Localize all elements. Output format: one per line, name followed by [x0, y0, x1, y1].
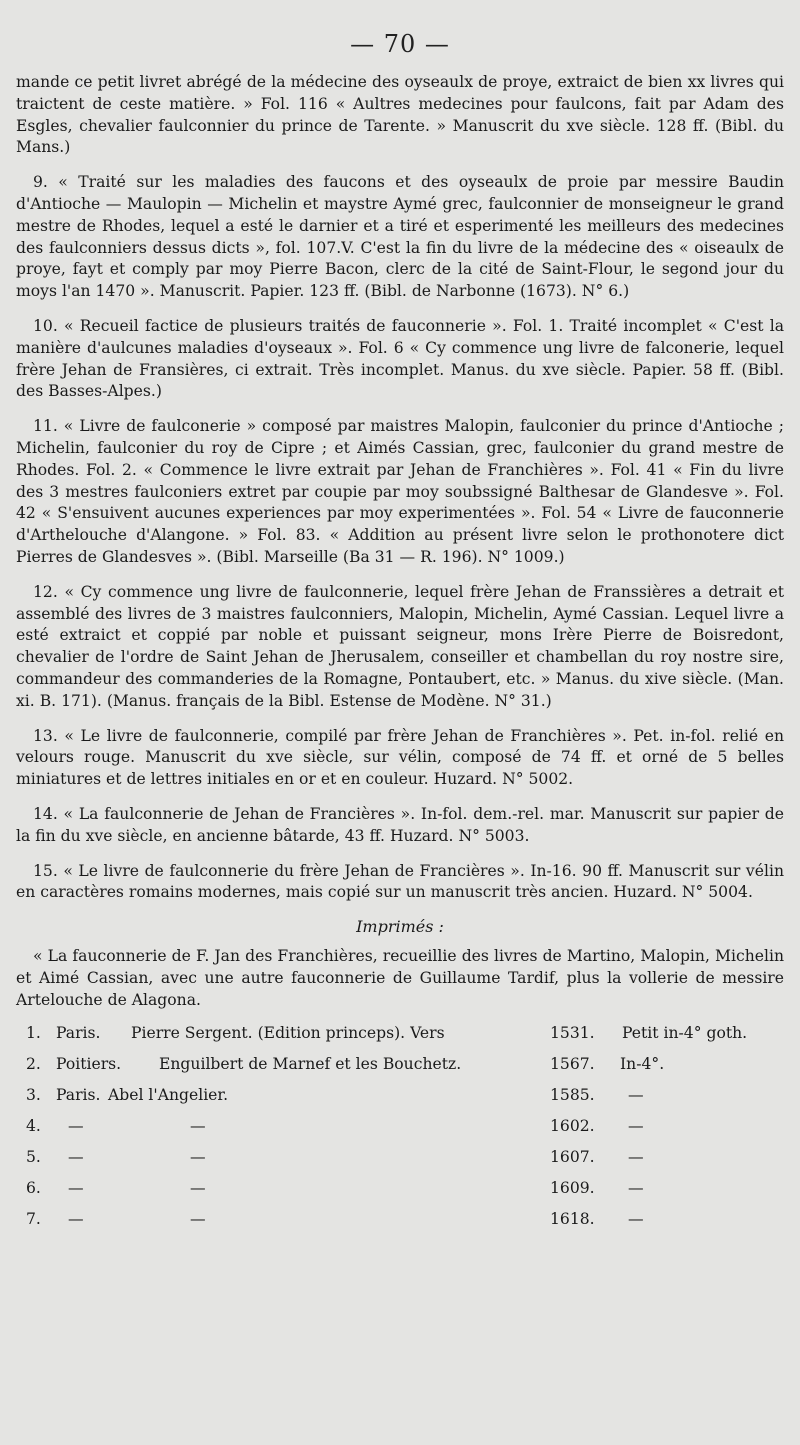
edition-number: 4. [26, 1117, 41, 1136]
edition-format: — [628, 1210, 644, 1229]
entry-14: 14. « La faulconnerie de Jehan de Francières ». In-fol. dem.-rel. mar. Manuscrit sur papier de la fin du xve siècle, en ancienne bâtarde, 43 ff. Huzard. N° 5003. [16, 804, 784, 845]
edition-row [16, 1024, 784, 1055]
edition-format: — [628, 1179, 644, 1198]
entry-15: 15. « Le livre de faulconnerie du frère Jehan de Francières ». In-16. 90 ff. Manuscrit sur vélin en caractères romains modernes, mais copié sur un manuscrit très ancien. Huzard. N° 5004. [16, 861, 784, 902]
edition-number: 7. [26, 1210, 41, 1229]
edition-row [16, 1117, 784, 1148]
edition-year: 1585. [550, 1086, 595, 1105]
edition-format: In-4°. [620, 1055, 665, 1074]
edition-row [16, 1179, 784, 1210]
edition-year: 1618. [550, 1210, 595, 1229]
edition-city: Poitiers. [56, 1055, 122, 1074]
edition-publisher: Abel l'Angelier. [108, 1086, 229, 1105]
edition-number: 2. [26, 1055, 41, 1074]
edition-year: 1567. [550, 1055, 595, 1074]
edition-list [16, 1024, 784, 1241]
ditto-mark: — [190, 1148, 206, 1167]
paragraph-continuation: mande ce petit livret abrégé de la médecine des oyseaulx de proye, extraict de bien xx livres qui traictent de ceste matière. » Fol. 116 « Aultres medecines pour faulcons, fait par Adam des Esgles, chevalier faulconnier du prince de Tarente. » Manuscrit du xve siècle. 128 ff. (Bibl. du Mans.) [16, 73, 784, 157]
ditto-mark: — [68, 1117, 84, 1136]
page-number: — 70 — [350, 30, 450, 58]
edition-city: Paris. [56, 1086, 101, 1105]
ditto-mark: — [190, 1179, 206, 1198]
entry-12: 12. « Cy commence ung livre de faulconnerie, lequel frère Jehan de Franssières a detrait et assemblé des livres de 3 maistres faulconniers, Malopin, Michelin, Aymé Cassian. Lequel livre a esté extraict et coppié par noble et puissant seigneur, mons Irère Pierre de Boisredont, chevalier de l'ordre de Saint Jehan de Jherusalem, conseiller et chambellan du roy nostre sire, commandeur des commanderies de la Romagne, Pontaubert, etc. » Manus. du xive siècle. (Man. xi. B. 171). (Manus. français de la Bibl. Estense de Modène. N° 31.) [16, 582, 784, 710]
edition-format: — [628, 1086, 644, 1105]
edition-number: 3. [26, 1086, 41, 1105]
edition-format: — [628, 1148, 644, 1167]
edition-city: Paris. [56, 1024, 101, 1043]
edition-format: Petit in-4° goth. [622, 1024, 748, 1043]
edition-format: — [628, 1117, 644, 1136]
ditto-mark: — [190, 1210, 206, 1229]
edition-year: 1609. [550, 1179, 595, 1198]
edition-row [16, 1210, 784, 1241]
edition-publisher: Pierre Sergent. (Edition princeps). Vers [131, 1024, 445, 1043]
edition-row [16, 1055, 784, 1086]
entry-11: 11. « Livre de faulconerie » composé par maistres Malopin, faulconier du prince d'Antioche ; Michelin, faulconier du roy de Cipre ; et Aimés Cassian, grec, faulconier du grand mestre de Rhodes. Fol. 2. « Commence le livre extrait par Jehan de Franchières ». Fol. 41 « Fin du livre des 3 mestres faulconiers extret par coupie par moy soubssigné Balthesar de Glandesve ». Fol. 42 « S'ensuivent aucunes experiences par moy experimentées ». Fol. 54 « Livre de fauconnerie d'Arthelouche d'Alangone. » Fol. 83. « Addition au présent livre selon le prothonotere dict Pierres de Glandesves ». (Bibl. Marseille (Ba 31 — R. 196). N° 1009.) [16, 417, 784, 566]
entry-9: 9. « Traité sur les maladies des faucons et des oyseaulx de proie par messire Baudin d'Antioche — Maulopin — Michelin et maystre Aymé grec, faulconnier de monseigneur le grand mestre de Rhodes, lequel a esté le darnier et a tiré et esperimenté les meilleurs des medecines des faulconniers dessus dicts », fol. 107.V. C'est la fin du livre de la médecine des « oiseaulx de proye, fayt et comply par moy Pierre Bacon, clerc de la cité de Saint-Flour, le segond jour du moys l'an 1470 ». Manuscrit. Papier. 123 ff. (Bibl. de Narbonne (1673). N° 6.) [16, 173, 784, 301]
entry-13: 13. « Le livre de faulconnerie, compilé par frère Jehan de Franchières ». Pet. in-fol. relié en velours rouge. Manuscrit du xve siècle, sur vélin, composé de 74 ff. et orné de 5 belles miniatures et de lettres initiales en or et en couleur. Huzard. N° 5002. [16, 726, 784, 789]
edition-publisher: Enguilbert de Marnef et les Bouchetz. [159, 1055, 462, 1074]
ditto-mark: — [68, 1210, 84, 1229]
section-heading-printed: Imprimés : [356, 917, 444, 937]
edition-year: 1531. [550, 1024, 595, 1043]
edition-year: 1607. [550, 1148, 595, 1167]
edition-number: 6. [26, 1179, 41, 1198]
edition-row [16, 1148, 784, 1179]
edition-number: 1. [26, 1024, 41, 1043]
entry-10: 10. « Recueil factice de plusieurs traités de fauconnerie ». Fol. 1. Traité incomplet « C'est la manière d'aulcunes maladies d'oyseaux ». Fol. 6 « Cy commence ung livre de falconerie, lequel frère Jehan de Fransières, ci extrait. Très incomplet. Manus. du xve siècle. Papier. 58 ff. (Bibl. des Basses-Alpes.) [16, 316, 784, 401]
ditto-mark: — [68, 1148, 84, 1167]
edition-row [16, 1086, 784, 1117]
ditto-mark: — [190, 1117, 206, 1136]
ditto-mark: — [68, 1179, 84, 1198]
edition-number: 5. [26, 1148, 41, 1167]
printed-intro: « La fauconnerie de F. Jan des Franchières, recueillie des livres de Martino, Malopin, Michelin et Aimé Cassian, avec une autre fauconnerie de Guillaume Tardif, plus la vollerie de messire Artelouche de Alagona. [16, 947, 784, 1009]
edition-year: 1602. [550, 1117, 595, 1136]
